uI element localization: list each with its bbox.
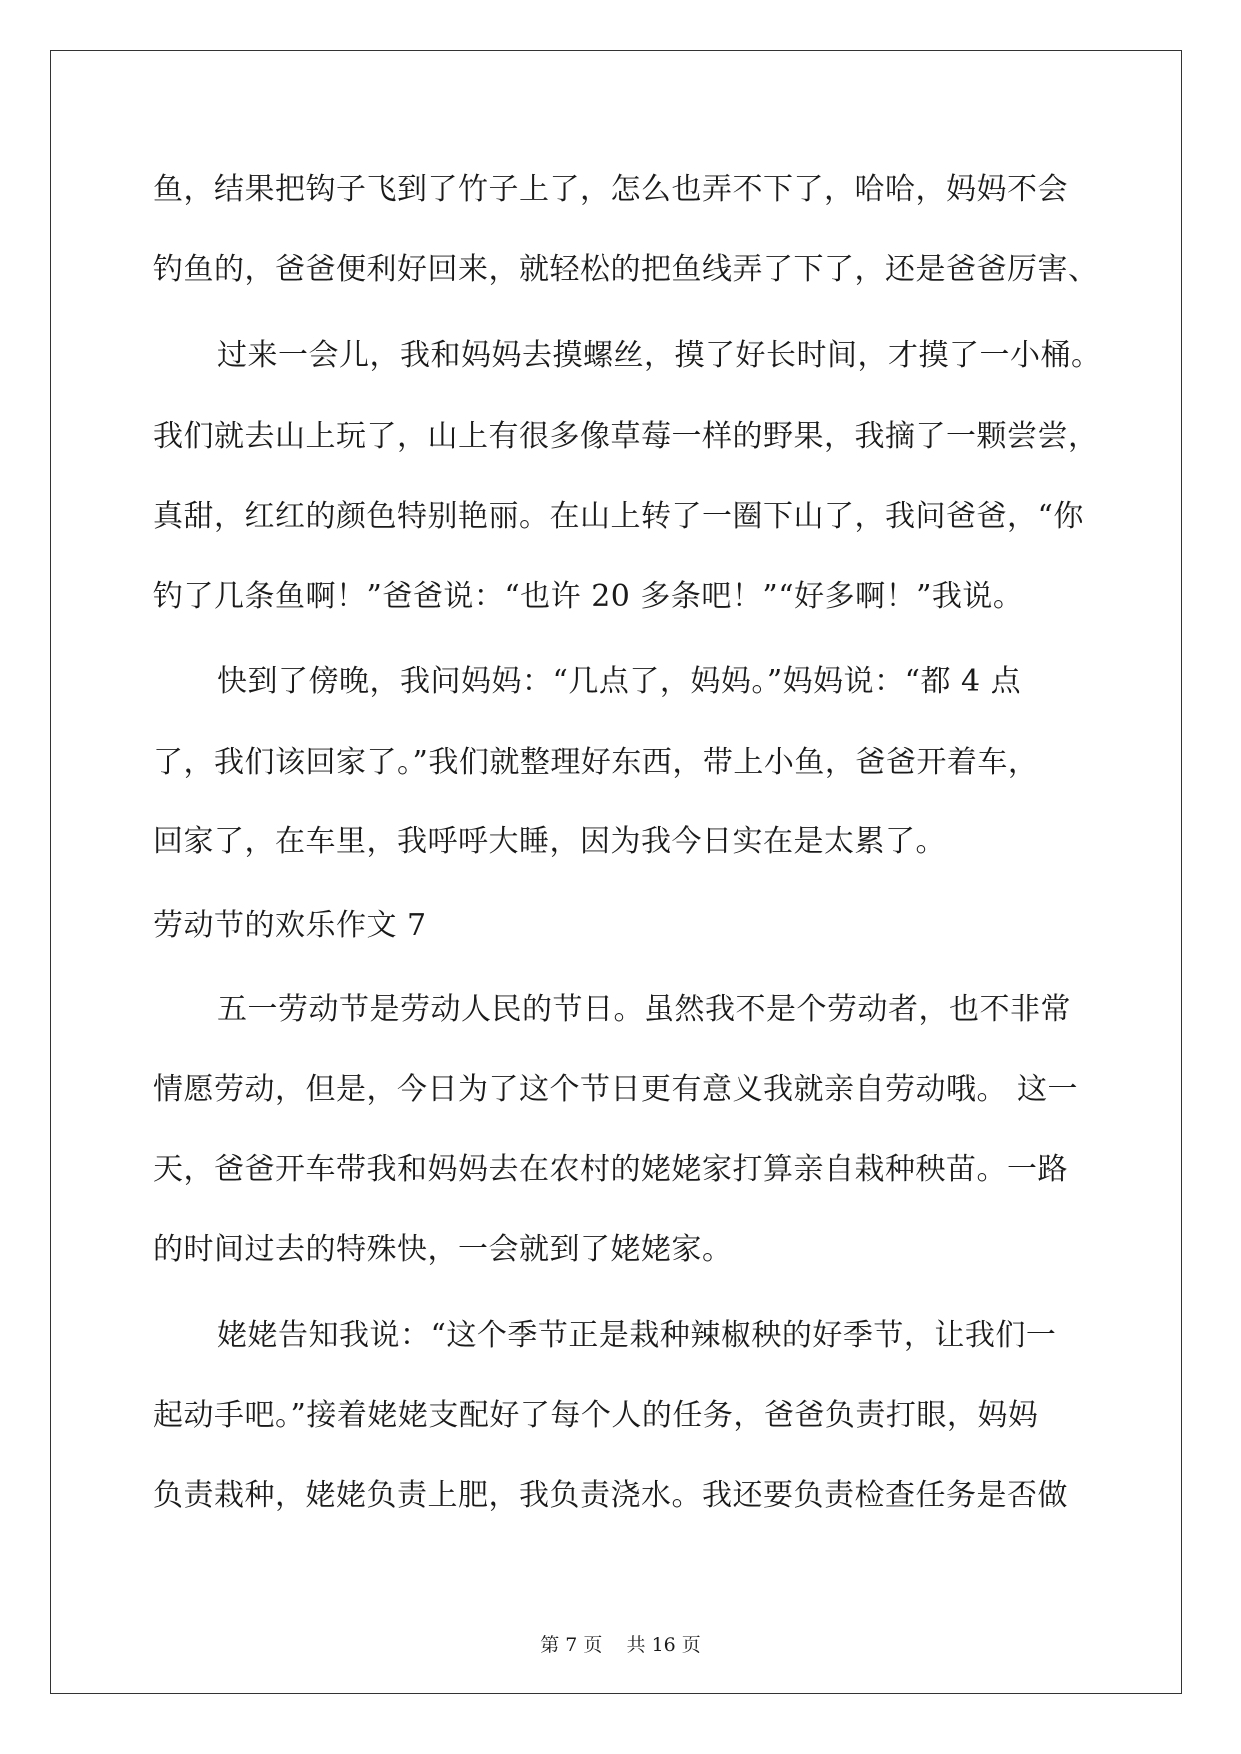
- paragraph-line: 真甜，红红的颜色特别艳丽。在山上转了一圈下山了，我问爸爸，“你: [153, 499, 1084, 534]
- paragraph-line: 了，我们该回家了。”我们就整理好东西，带上小鱼，爸爸开着车，: [153, 745, 1039, 780]
- paragraph-line: 的时间过去的特殊快，一会就到了姥姥家。: [153, 1232, 733, 1267]
- section-heading: 劳动节的欢乐作文 7: [153, 908, 427, 943]
- paragraph-line: 起动手吧。”接着姥姥支配好了每个人的任务，爸爸负责打眼，妈妈: [153, 1398, 1039, 1433]
- paragraph-line-indented: 姥姥告知我说：“这个季节正是栽种辣椒秧的好季节，让我们一: [217, 1318, 1057, 1353]
- paragraph-line: 天，爸爸开车带我和妈妈去在农村的姥姥家打算亲自栽种秧苗。一路: [153, 1152, 1068, 1187]
- paragraph-line: 负责栽种，姥姥负责上肥，我负责浇水。我还要负责检查任务是否做: [153, 1478, 1068, 1513]
- paragraph-line-indented: 五一劳动节是劳动人民的节日。虽然我不是个劳动者，也不非常: [217, 992, 1071, 1027]
- paragraph-line: 回家了，在车里，我呼呼大睡，因为我今日实在是太累了。: [153, 824, 946, 859]
- paragraph-line-indented: 快到了傍晚，我问妈妈：“几点了，妈妈。”妈妈说：“都 4 点: [217, 664, 1022, 699]
- paragraph-line: 情愿劳动，但是，今日为了这个节日更有意义我就亲自劳动哦。 这一: [153, 1072, 1079, 1107]
- paragraph-line: 鱼，结果把钩子飞到了竹子上了，怎么也弄不下了，哈哈，妈妈不会: [153, 172, 1068, 207]
- paragraph-line: 我们就去山上玩了，山上有很多像草莓一样的野果，我摘了一颗尝尝，: [153, 419, 1099, 454]
- page-border: [50, 50, 1182, 1694]
- paragraph-line: 钓了几条鱼啊！”爸爸说：“也许 20 多条吧！”“好多啊！”我说。: [153, 579, 1024, 614]
- page-number-footer: 第 7 页 共 16 页: [540, 1634, 701, 1656]
- paragraph-line: 钓鱼的，爸爸便利好回来，就轻松的把鱼线弄了下了，还是爸爸厉害、: [153, 252, 1099, 287]
- paragraph-line-indented: 过来一会儿，我和妈妈去摸螺丝，摸了好长时间，才摸了一小桶。: [217, 338, 1102, 373]
